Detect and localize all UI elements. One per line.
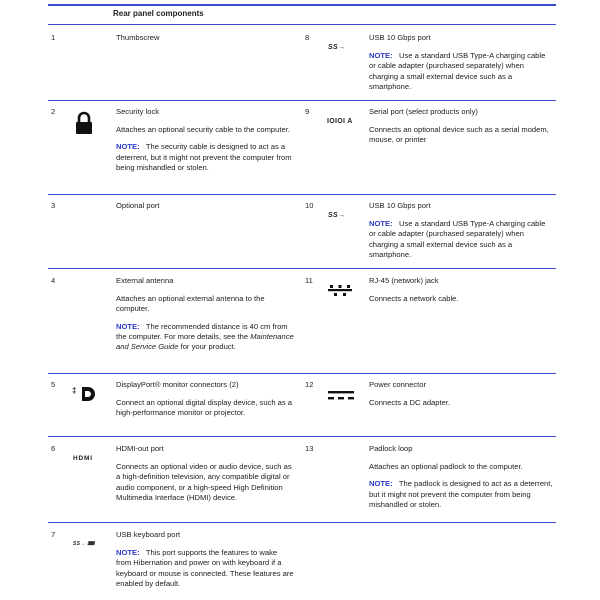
- item-number: 5: [51, 380, 56, 389]
- row-rule: [48, 522, 556, 523]
- item-number: 13: [305, 444, 314, 453]
- item-description: Connects an optional device such as a serial modem, mouse, or printer: [369, 125, 549, 145]
- usb-superspeed-icon: SS→: [328, 44, 346, 51]
- item-4-cell: [116, 276, 296, 352]
- note-label: NOTE:: [116, 321, 140, 331]
- item-title: Serial port (select products only): [369, 107, 478, 116]
- item-13-cell: [369, 444, 553, 510]
- item-title: Thumbscrew: [116, 33, 160, 42]
- item-number: 4: [51, 276, 56, 285]
- note-text: The padlock is designed to act as a deterrent, but it might not prevent the computer from being mishandled or stolen.: [369, 479, 553, 509]
- item-title: USB 10 Gbps port: [369, 33, 431, 42]
- item-title: HDMI-out port: [116, 444, 164, 453]
- note-label: NOTE:: [369, 219, 393, 229]
- item-title: RJ-45 (network) jack: [369, 276, 439, 285]
- item-number: 10: [305, 201, 314, 210]
- note-text: The security cable is designed to act as a deterrent, but it might not prevent the computer from being mishandled or stolen.: [116, 142, 292, 172]
- network-jack-icon: [327, 284, 353, 298]
- item-description: Attaches an optional security cable to the computer.: [116, 125, 290, 135]
- note-text: The recommended distance is 40 cm from the computer. For more details, see the: [116, 321, 288, 341]
- item-description: Attaches an optional external antenna to the computer.: [116, 294, 265, 314]
- note-label: NOTE:: [369, 51, 393, 61]
- item-description: Connects a DC adapter.: [369, 398, 451, 408]
- note-text: This port supports the features to wake from Hibernation and power on with keyboard if a keyboard or mouse is connected. These features are enabled by default.: [116, 548, 294, 588]
- item-3-cell: [116, 201, 296, 219]
- item-9-cell: [369, 107, 553, 153]
- row-rule: [48, 373, 556, 374]
- guide-title: Maintenance and Service Guide: [116, 331, 294, 352]
- item-number: 8: [305, 33, 310, 42]
- item-description: Connect an optional digital display device, such as a high-performance monitor or projector.: [116, 398, 293, 418]
- item-description: Connects a network cable.: [369, 294, 459, 304]
- note-text: Use a standard USB Type-A charging cable or cable adapter (purchased separately) when charging a small external device such as a smartphone.: [369, 51, 546, 91]
- item-title: External antenna: [116, 276, 174, 285]
- top-rule: [48, 4, 556, 6]
- row-rule: [48, 100, 556, 101]
- displayport-icon: [72, 384, 100, 406]
- row-rule: [48, 436, 556, 437]
- item-title: Security lock: [116, 107, 160, 116]
- item-11-cell: [369, 276, 553, 311]
- hdmi-icon: HDMI: [73, 455, 93, 462]
- item-number: 11: [305, 276, 313, 285]
- note-label: NOTE:: [116, 548, 140, 558]
- item-7-cell: [116, 530, 294, 589]
- item-title: USB 10 Gbps port: [369, 201, 431, 210]
- item-description: Attaches an optional padlock to the computer.: [369, 462, 523, 472]
- item-description: Connects an optional video or audio device, such as a high-definition television, any compatible digital or audio component, or a high-speed High Definition Multimedia Interface (HDMI) device.: [116, 462, 292, 502]
- row-rule: [48, 194, 556, 195]
- item-number: 7: [51, 530, 56, 539]
- table-header: Rear panel components: [113, 9, 204, 18]
- item-5-cell: [116, 380, 296, 426]
- header-rule: [48, 24, 556, 25]
- item-10-cell: [369, 201, 553, 260]
- item-12-cell: [369, 380, 553, 415]
- usb-superspeed-icon: SS→: [328, 212, 346, 219]
- lock-icon: [74, 111, 94, 135]
- item-title: Optional port: [116, 201, 160, 210]
- note-text: Use a standard USB Type-A charging cable or cable adapter (purchased separately) when charging a small external device such as a smartphone.: [369, 219, 546, 259]
- power-dc-icon: [328, 390, 354, 402]
- item-number: 3: [51, 201, 56, 210]
- item-number: 1: [51, 33, 56, 42]
- row-rule: [48, 268, 556, 269]
- item-6-cell: [116, 444, 296, 510]
- note-text-end: for your product.: [178, 342, 236, 352]
- svg-text:‡: ‡: [72, 386, 77, 395]
- serial-port-icon: IOIOI A: [327, 118, 353, 125]
- item-8-cell: [369, 33, 553, 92]
- item-title: Padlock loop: [369, 444, 413, 453]
- item-number: 12: [305, 380, 314, 389]
- item-title: Power connector: [369, 380, 426, 389]
- usb-keyboard-icon: SS→ ⌨: [73, 541, 95, 547]
- item-2-cell: [116, 107, 294, 173]
- item-title: USB keyboard port: [116, 530, 181, 539]
- note-label: NOTE:: [116, 142, 140, 152]
- item-title: DisplayPort® monitor connectors (2): [116, 380, 239, 389]
- note-label: NOTE:: [369, 479, 393, 489]
- item-1-cell: [116, 33, 296, 51]
- item-number: 2: [51, 107, 56, 116]
- item-number: 6: [51, 444, 56, 453]
- item-number: 9: [305, 107, 310, 116]
